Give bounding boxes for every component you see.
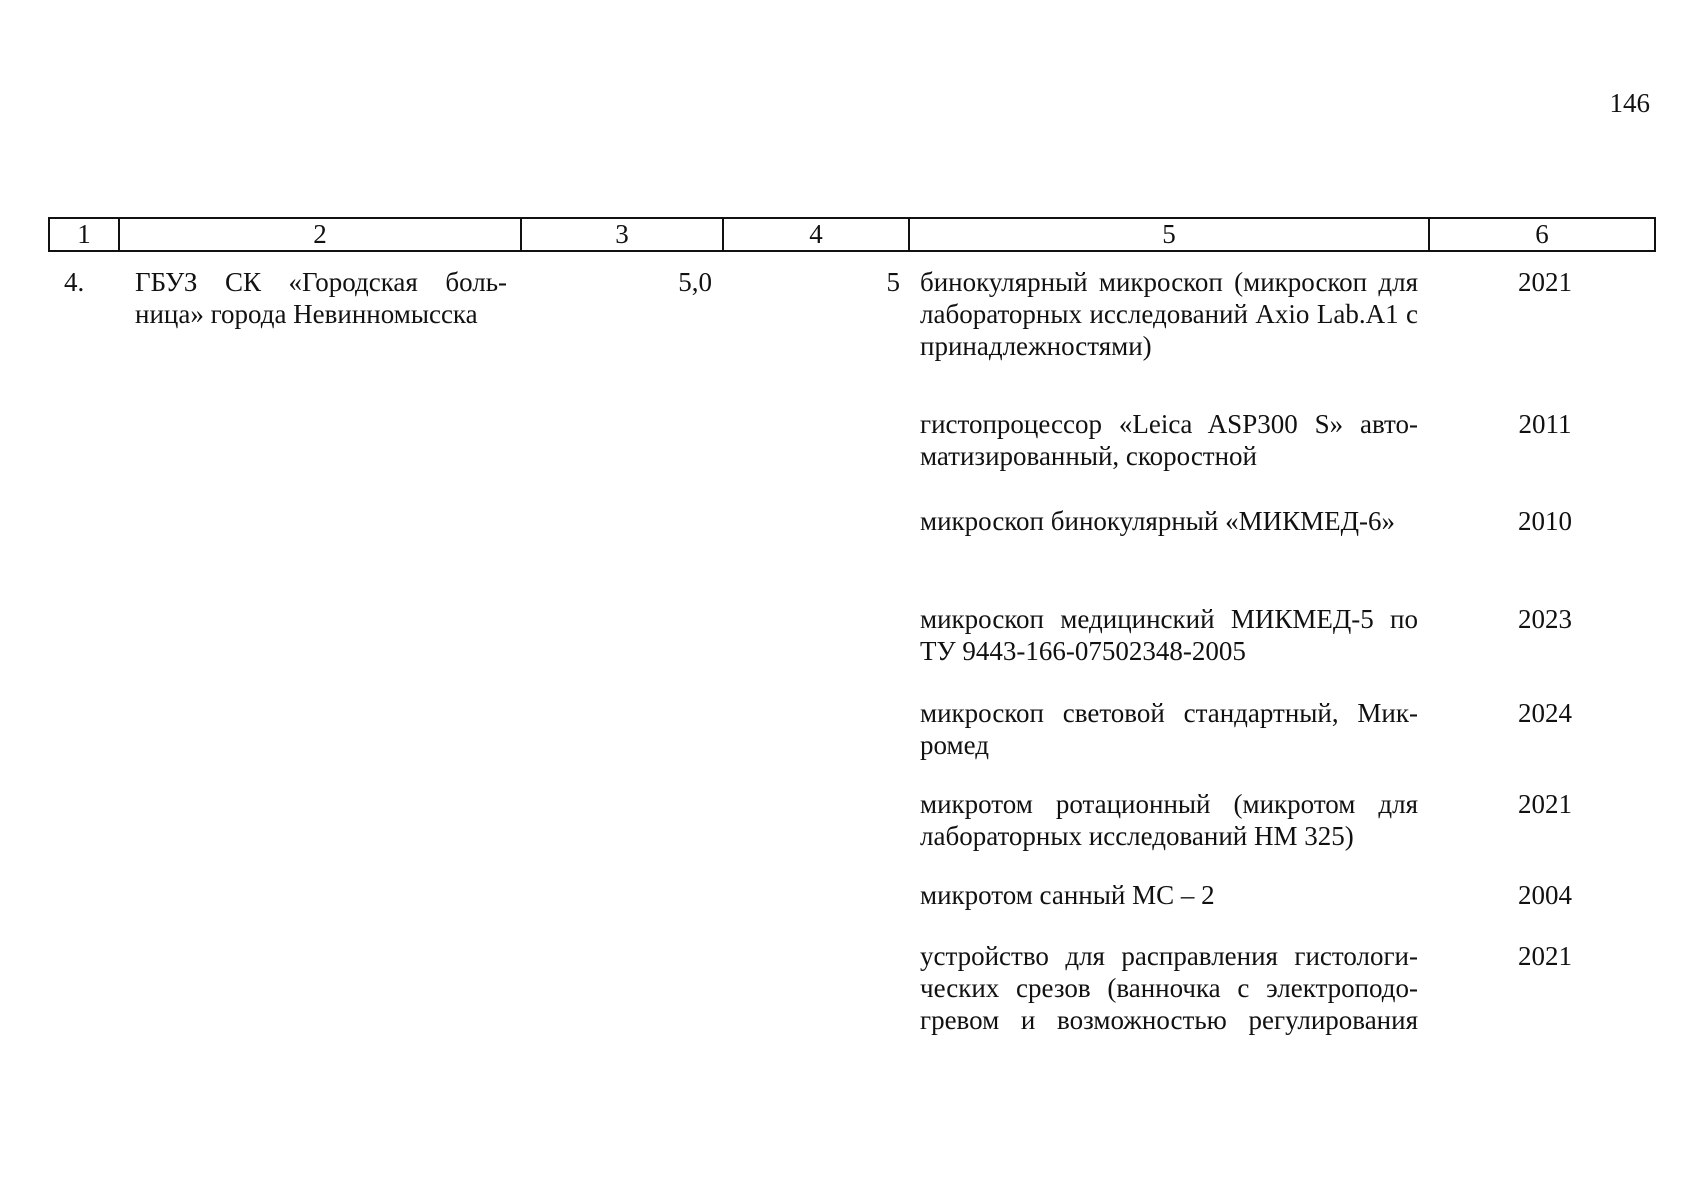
equipment-name: бинокулярный микроскоп (микроскоп для лабораторных исследований Axio Lab.A1 с принадлежностями) <box>920 267 1418 361</box>
header-cell-4: 4 <box>724 219 910 250</box>
equipment-year: 2021 <box>1518 789 1572 819</box>
equipment-name: гистопроцессор «Leica ASP300 S» авто-матизированный, скоростной <box>920 409 1418 471</box>
organization-name: ГБУЗ СК «Городская боль-ница» города Невинномысска <box>135 267 507 329</box>
row-number: 4. <box>64 267 85 297</box>
equipment-year: 2021 <box>1518 941 1572 971</box>
equipment-name: микротом ротационный (микротом для лабораторных исследований HM 325) <box>920 789 1418 851</box>
equipment-year: 2023 <box>1518 604 1572 634</box>
header-cell-6: 6 <box>1535 219 1549 249</box>
equipment-name: микротом санный МС – 2 <box>920 880 1215 910</box>
equipment-name: устройство для расправления гистологи-ческих срезов (ванночка с электроподо-гревом и возможностью регулирования <box>920 941 1418 1035</box>
page-number: 146 <box>1609 88 1650 118</box>
header-cell-3: 3 <box>522 219 724 250</box>
header-cell-5: 5 <box>910 219 1430 250</box>
equipment-name: микроскоп бинокулярный «МИКМЕД-6» <box>920 506 1396 536</box>
equipment-year: 2021 <box>1518 267 1572 297</box>
column-4-value: 5 <box>886 267 900 297</box>
equipment-name: микроскоп световой стандартный, Мик-ромед <box>920 698 1418 760</box>
equipment-year: 2011 <box>1518 409 1572 439</box>
equipment-year: 2004 <box>1518 880 1572 910</box>
equipment-year: 2010 <box>1518 506 1572 536</box>
header-cell-2: 2 <box>120 219 522 250</box>
table-header-row <box>48 217 1656 252</box>
header-cell-1: 1 <box>50 219 120 250</box>
equipment-name: микроскоп медицинский МИКМЕД-5 по ТУ 9443-166-07502348-2005 <box>920 604 1418 666</box>
equipment-year: 2024 <box>1518 698 1572 728</box>
column-3-value: 5,0 <box>678 267 712 297</box>
